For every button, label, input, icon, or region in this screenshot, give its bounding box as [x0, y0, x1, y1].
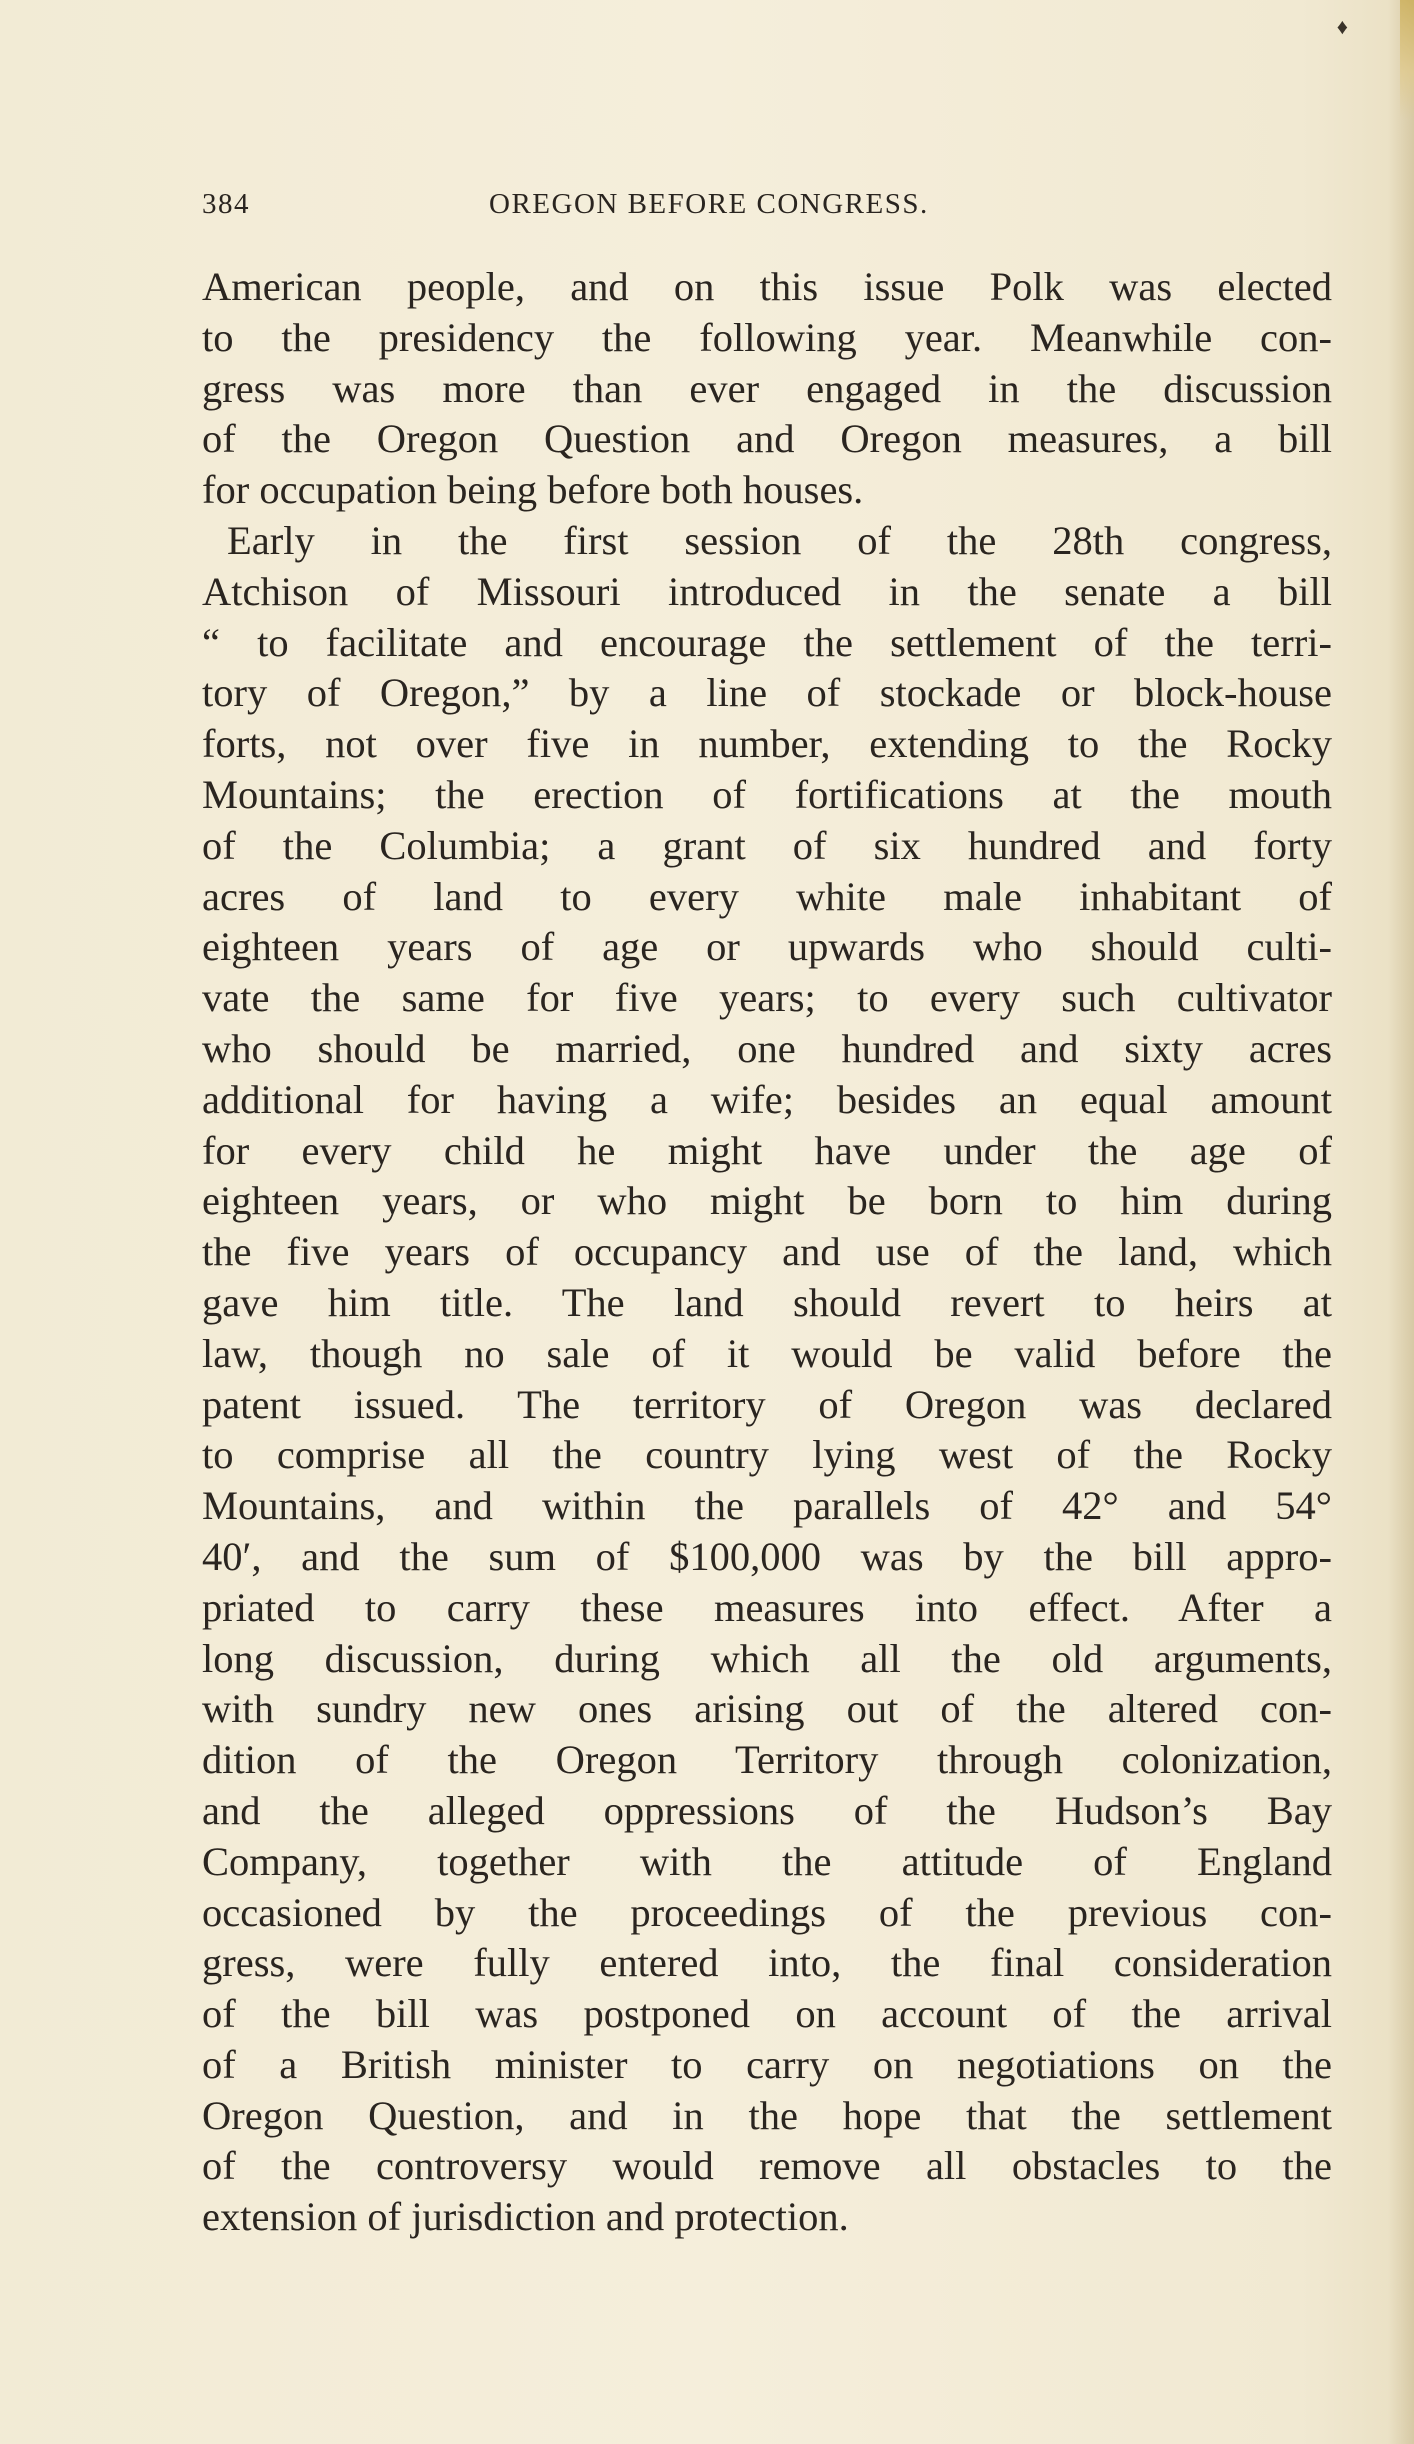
- text-line: gave him title. The land should revert to heirs at: [202, 1279, 1332, 1325]
- text-line: “ to facilitate and encourage the settlement of the terri-: [202, 619, 1332, 665]
- text-line: Early in the first session of the 28th congress,: [227, 517, 1332, 563]
- text-line: eighteen years, or who might be born to him during: [202, 1178, 1332, 1224]
- text-line: Company, together with the attitude of England: [202, 1838, 1332, 1884]
- text-line: of the Columbia; a grant of six hundred and forty: [202, 822, 1332, 868]
- text-line: 40′, and the sum of $100,000 was by the bill appro-: [202, 1533, 1332, 1579]
- corner-mark: ♦: [1336, 14, 1348, 39]
- text-line: Mountains, and within the parallels of 42° and 54°: [202, 1483, 1332, 1529]
- text-line: Oregon Question, and in the hope that the settlement: [202, 2092, 1332, 2138]
- text-line: of the bill was postponed on account of the arrival: [202, 1991, 1332, 2037]
- text-line: to the presidency the following year. Meanwhile con-: [202, 314, 1332, 360]
- text-line: of a British minister to carry on negotiations on the: [202, 2041, 1332, 2087]
- text-line: Atchison of Missouri introduced in the senate a bill: [202, 568, 1332, 614]
- text-line: long discussion, during which all the old arguments,: [202, 1635, 1332, 1681]
- text-line: gress was more than ever engaged in the discussion: [202, 365, 1332, 411]
- text-line: dition of the Oregon Territory through colonization,: [202, 1737, 1332, 1783]
- text-line: Mountains; the erection of fortifications at the mouth: [202, 771, 1332, 817]
- text-line: of the Oregon Question and Oregon measures, a bill: [202, 416, 1332, 462]
- running-head: [202, 188, 1337, 228]
- text-line: and the alleged oppressions of the Hudson’s Bay: [202, 1787, 1332, 1833]
- text-line: gress, were fully entered into, the final consideration: [202, 1940, 1332, 1986]
- page-edge-fold: [1400, 0, 1414, 120]
- text-line: with sundry new ones arising out of the altered con-: [202, 1686, 1332, 1732]
- body-text: [202, 262, 1332, 2243]
- text-line: patent issued. The territory of Oregon was declared: [202, 1381, 1332, 1427]
- text-line: tory of Oregon,” by a line of stockade or block-house: [202, 670, 1332, 716]
- text-line: for occupation being before both houses.: [202, 467, 864, 513]
- text-line: of the controversy would remove all obstacles to the: [202, 2143, 1332, 2189]
- text-line: extension of jurisdiction and protection.: [202, 2194, 849, 2240]
- text-line: for every child he might have under the age of: [202, 1127, 1332, 1173]
- text-line: law, though no sale of it would be valid before the: [202, 1330, 1332, 1376]
- text-line: American people, and on this issue Polk was elected: [202, 264, 1332, 309]
- text-line: additional for having a wife; besides an equal amount: [202, 1076, 1332, 1122]
- page-edge-shadow: [1388, 0, 1414, 2444]
- text-line: to comprise all the country lying west of the Rocky: [202, 1432, 1332, 1478]
- running-title: OREGON BEFORE CONGRESS.: [489, 188, 929, 220]
- text-line: the five years of occupancy and use of the land, which: [202, 1229, 1332, 1275]
- text-line: vate the same for five years; to every such cultivator: [202, 975, 1332, 1021]
- text-line: who should be married, one hundred and sixty acres: [202, 1025, 1332, 1071]
- text-line: occasioned by the proceedings of the previous con-: [202, 1889, 1332, 1935]
- text-line: eighteen years of age or upwards who should culti-: [202, 924, 1332, 970]
- text-line: priated to carry these measures into effect. After a: [202, 1584, 1332, 1630]
- text-line: forts, not over five in number, extending to the Rocky: [202, 721, 1332, 767]
- text-line: acres of land to every white male inhabitant of: [202, 873, 1332, 919]
- page-number: 384: [202, 188, 250, 220]
